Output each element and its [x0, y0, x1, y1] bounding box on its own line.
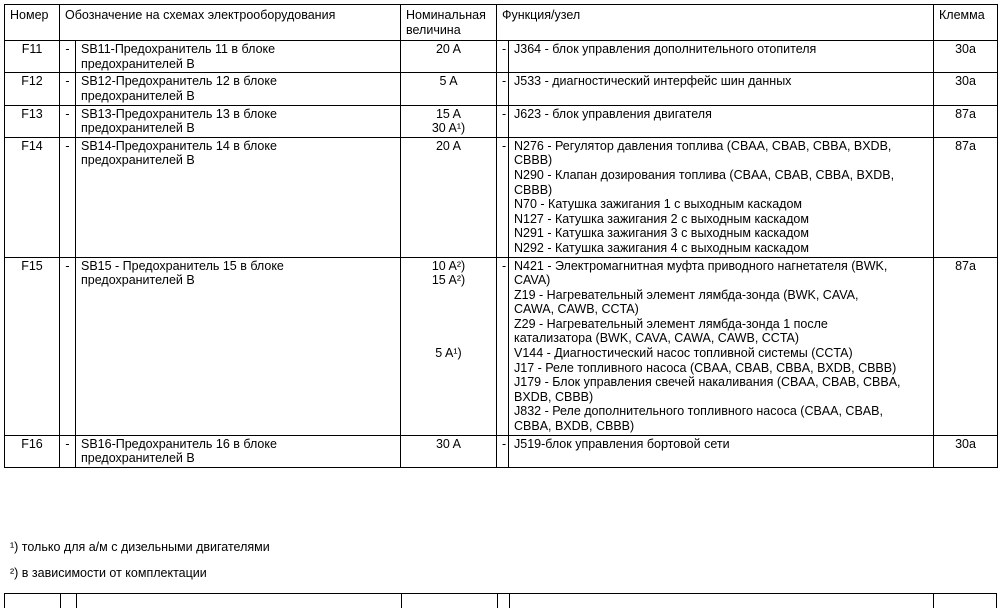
function-cell	[509, 73, 934, 105]
terminal-cell: 30a	[934, 435, 998, 467]
fuse-number: F14	[5, 137, 60, 257]
header-rating	[401, 5, 497, 41]
divider	[497, 594, 498, 608]
rating-value: 5 A	[439, 74, 458, 89]
function-cell	[509, 257, 934, 435]
rating-cell	[401, 73, 497, 105]
dash-cell: -	[497, 137, 509, 257]
function-cell	[509, 41, 934, 73]
table-row	[5, 257, 998, 435]
rating-value: 15 A	[435, 106, 462, 121]
fuse-number: F16	[5, 435, 60, 467]
function-line: N292 - Катушка зажигания 4 с выходным каскадом	[514, 240, 809, 255]
header-rating-line2: величина	[406, 22, 461, 37]
table-row	[5, 41, 998, 73]
terminal-cell: 30a	[934, 73, 998, 105]
dash-cell: -	[60, 105, 76, 137]
divider	[60, 594, 61, 608]
function-line: J519-блок управления бортовой сети	[514, 436, 730, 451]
header-function: Функция/узел	[497, 5, 934, 41]
function-line: катализатора (BWK, CAVA, CAWA, CAWB, CCTA)	[514, 331, 800, 346]
dash-cell: -	[60, 435, 76, 467]
rating-value: 30 A	[435, 436, 462, 451]
rating-value: 15 A²)	[431, 273, 466, 288]
rating-cell	[401, 257, 497, 435]
header-designation: Обозначение на схемах электрооборудования	[60, 5, 401, 41]
function-line: N291 - Катушка зажигания 3 с выходным каскадом	[514, 226, 809, 241]
designation-line: предохранителей В	[81, 451, 195, 466]
terminal-cell: 87a	[934, 137, 998, 257]
function-line: J364 - блок управления дополнительного отопителя	[514, 42, 817, 57]
function-line: CAWA, CAWB, CCTA)	[514, 302, 639, 317]
function-line: CBBA, BXDB, CBBB)	[514, 419, 635, 434]
header-rating-line1: Номинальная	[406, 8, 486, 22]
function-cell	[509, 137, 934, 257]
terminal-cell: 87a	[934, 105, 998, 137]
designation-line: SB16-Предохранитель 16 в блоке	[81, 436, 277, 451]
fuse-number: F15	[5, 257, 60, 435]
designation-line: SB11-Предохранитель 11 в блоке	[81, 42, 276, 57]
footnote-2: ²) в зависимости от комплектации	[10, 566, 207, 580]
terminal-cell: 30a	[934, 41, 998, 73]
rating-spacer	[406, 288, 491, 346]
function-line: J179 - Блок управления свечей накаливания (CBAA, CBAB, CBBA,	[514, 375, 901, 390]
designation-cell	[76, 137, 401, 257]
function-line: CBBB)	[514, 153, 553, 168]
divider	[996, 594, 997, 608]
rating-cell	[401, 435, 497, 467]
function-line: CAVA)	[514, 273, 551, 288]
designation-cell	[76, 257, 401, 435]
fuse-table	[4, 4, 998, 468]
function-line: N70 - Катушка зажигания 1 с выходным каскадом	[514, 197, 802, 212]
next-table-top-border	[4, 593, 997, 608]
designation-cell	[76, 41, 401, 73]
fuse-number: F11	[5, 41, 60, 73]
rating-cell	[401, 137, 497, 257]
table-row	[5, 435, 998, 467]
dash-cell: -	[60, 257, 76, 435]
divider	[933, 594, 934, 608]
divider	[4, 594, 5, 608]
designation-line: предохранителей В	[81, 153, 195, 168]
designation-cell	[76, 435, 401, 467]
function-line: BXDB, CBBB)	[514, 389, 594, 404]
dash-cell: -	[60, 137, 76, 257]
dash-cell: -	[60, 73, 76, 105]
divider	[76, 594, 77, 608]
function-line: Z29 - Нагревательный элемент лямбда-зонда 1 после	[514, 316, 828, 331]
fuse-number: F12	[5, 73, 60, 105]
function-cell	[509, 435, 934, 467]
header-terminal: Клемма	[934, 5, 998, 41]
rating-value: 20 A	[435, 138, 462, 153]
function-line: J623 - блок управления двигателя	[514, 106, 712, 121]
rating-cell	[401, 105, 497, 137]
rating-cell	[401, 41, 497, 73]
function-cell	[509, 105, 934, 137]
rating-value: 20 A	[435, 42, 462, 57]
divider	[401, 594, 402, 608]
function-line: N290 - Клапан дозирования топлива (CBAA, CBAB, CBBA, BXDB,	[514, 167, 895, 182]
table-row	[5, 105, 998, 137]
rating-value: 5 A¹)	[435, 345, 462, 360]
rating-value: 10 A²)	[431, 258, 466, 273]
dash-cell: -	[60, 41, 76, 73]
function-line: Z19 - Нагревательный элемент лямбда-зонда (BWK, CAVA,	[514, 287, 859, 302]
header-number: Номер	[5, 5, 60, 41]
divider	[509, 594, 510, 608]
function-line: N276 - Регулятор давления топлива (CBAA, CBAB, CBBA, BXDB,	[514, 138, 892, 153]
designation-line: SB15 - Предохранитель 15 в блоке	[81, 258, 284, 273]
footnote-1: ¹) только для а/м с дизельными двигателями	[10, 540, 270, 554]
dash-cell: -	[497, 41, 509, 73]
terminal-cell: 87a	[934, 257, 998, 435]
designation-cell	[76, 73, 401, 105]
function-line: J832 - Реле дополнительного топливного насоса (CBAA, CBAB,	[514, 404, 883, 419]
dash-cell: -	[497, 105, 509, 137]
function-line: CBBB)	[514, 182, 553, 197]
designation-line: предохранителей В	[81, 56, 195, 71]
designation-line: предохранителей В	[81, 88, 195, 103]
function-line: N421 - Электромагнитная муфта приводного нагнетателя (BWK,	[514, 258, 888, 273]
table-row	[5, 137, 998, 257]
dash-cell: -	[497, 257, 509, 435]
function-line: N127 - Катушка зажигания 2 с выходным каскадом	[514, 211, 809, 226]
header-row	[5, 5, 998, 41]
designation-line: SB14-Предохранитель 14 в блоке	[81, 138, 277, 153]
fuse-number: F13	[5, 105, 60, 137]
designation-cell	[76, 105, 401, 137]
function-line: J17 - Реле топливного насоса (CBAA, CBAB, CBBA, BXDB, CBBB)	[514, 360, 897, 375]
function-line: J533 - диагностический интерфейс шин данных	[514, 74, 792, 89]
designation-line: SB13-Предохранитель 13 в блоке	[81, 106, 277, 121]
dash-cell: -	[497, 435, 509, 467]
function-line: V144 - Диагностический насос топливной системы (CCTA)	[514, 346, 853, 361]
designation-line: предохранителей В	[81, 273, 195, 288]
designation-line: предохранителей В	[81, 121, 195, 136]
table-row	[5, 73, 998, 105]
designation-line: SB12-Предохранитель 12 в блоке	[81, 74, 277, 89]
rating-value: 30 A¹)	[431, 121, 466, 136]
dash-cell: -	[497, 73, 509, 105]
